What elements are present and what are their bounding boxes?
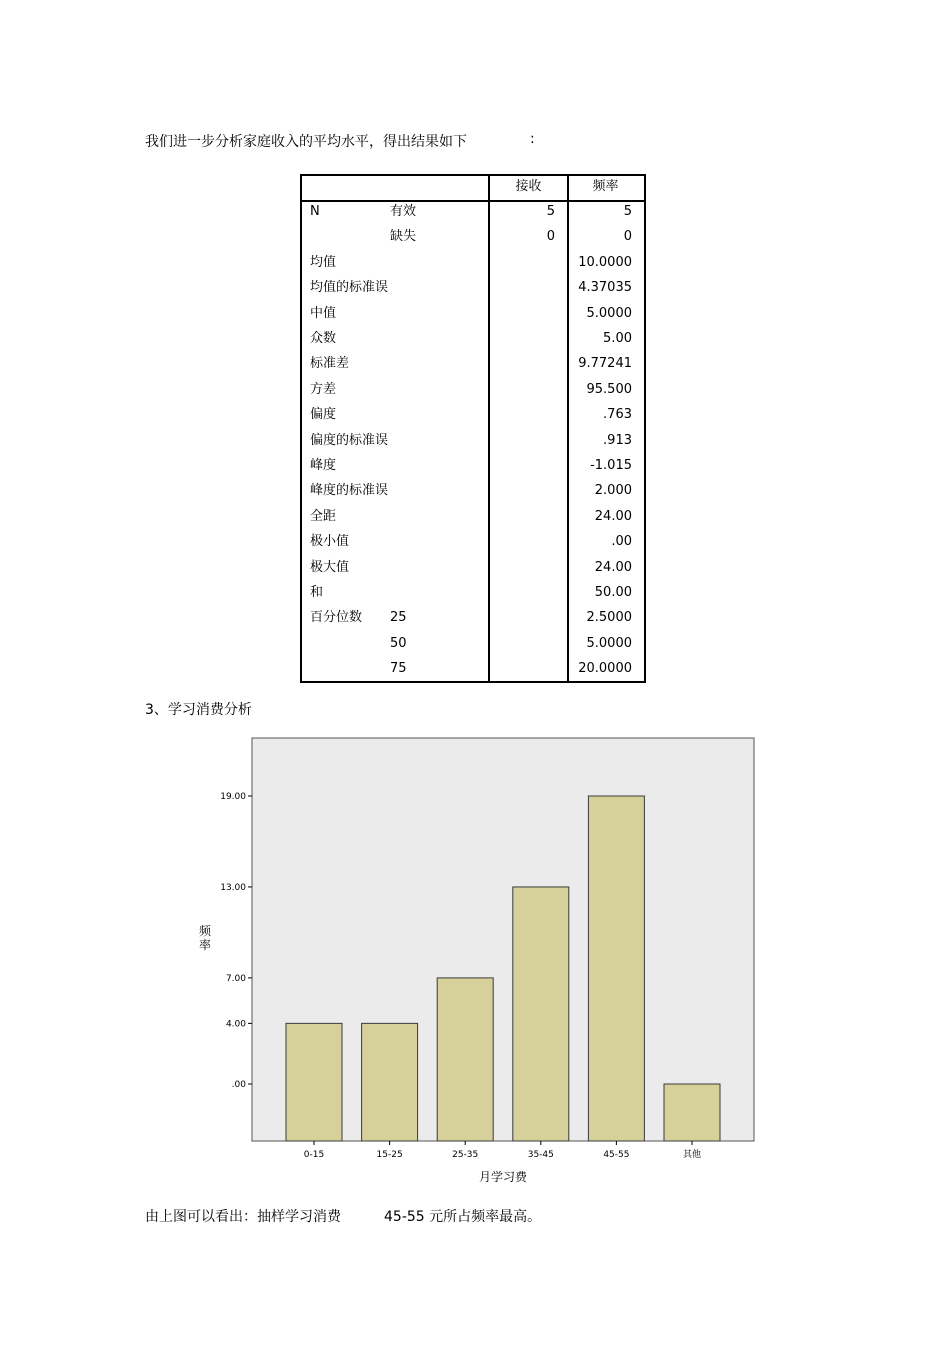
y-axis-title: 率 — [198, 938, 212, 952]
table-cell-freq: 5 — [623, 204, 632, 219]
table-cell-freq: .913 — [603, 432, 632, 448]
bar — [664, 1084, 720, 1141]
conclusion-highlight: 45-55 元所占频率最高。 — [384, 1209, 542, 1225]
table-cell-freq: 5.0000 — [586, 305, 632, 321]
table-row-label: 偏度的标准误 — [310, 432, 389, 448]
table-row-label: 峰度 — [310, 458, 337, 473]
x-tick-label: 15-25 — [376, 1150, 403, 1160]
table-cell-freq: 50.00 — [594, 585, 632, 600]
y-tick-label: 19.00 — [220, 792, 246, 802]
table-row-label: 和 — [310, 585, 324, 600]
y-axis-title: 频 — [198, 924, 212, 938]
table-cell-freq: 9.77241 — [578, 356, 632, 372]
table-row-label: 全距 — [310, 508, 337, 524]
table-row-label: 众数 — [310, 331, 337, 346]
table-row-label: 极小值 — [310, 534, 350, 550]
table-row-label: 峰度的标准误 — [310, 483, 389, 499]
table-cell-freq: 5.00 — [603, 331, 632, 346]
table-cell-freq: 2.5000 — [586, 610, 632, 626]
table-row-sublabel: 缺失 — [390, 229, 417, 245]
x-tick-label: 0-15 — [303, 1150, 325, 1160]
table-row-label: 均值 — [310, 254, 337, 270]
x-tick-label: 35-45 — [527, 1150, 554, 1160]
table-cell-freq: 10.0000 — [578, 254, 632, 270]
table-header-freq: 频率 — [592, 179, 619, 194]
bar — [588, 796, 644, 1141]
table-cell-freq: 24.00 — [594, 559, 632, 575]
table-row-sublabel: 75 — [390, 661, 407, 677]
table-row-sublabel: 50 — [390, 635, 407, 651]
table-row-label: 百分位数 — [310, 610, 363, 626]
table-cell-freq: 5.0000 — [586, 635, 632, 651]
table-row-label: 偏度 — [310, 407, 337, 423]
table-cell-freq: -1.015 — [590, 458, 632, 473]
table-row-sublabel: 25 — [390, 610, 407, 626]
table-cell-recv: 0 — [546, 229, 555, 245]
table-row-label: 中值 — [310, 305, 337, 321]
x-tick-label: 25-35 — [452, 1150, 479, 1160]
y-tick-label: 4.00 — [225, 1019, 246, 1030]
table-cell-recv: 5 — [546, 204, 555, 219]
y-tick-label: .00 — [231, 1080, 246, 1090]
intro-colon: : — [530, 131, 535, 147]
table-cell-freq: 20.0000 — [578, 661, 632, 677]
x-tick-label: 其他 — [682, 1150, 702, 1160]
x-tick-label: 45-55 — [603, 1150, 630, 1160]
y-tick-label: 13.00 — [220, 882, 246, 893]
table-row-sublabel: 有效 — [390, 204, 417, 219]
section-heading: 3、学习消费分析 — [145, 702, 252, 718]
table-header-recv: 接收 — [515, 179, 542, 194]
table-row-label: 均值的标准误 — [310, 280, 389, 296]
x-axis-title: 月学习费 — [478, 1170, 528, 1184]
table-cell-freq: .763 — [603, 407, 632, 423]
intro-paragraph: 我们进一步分析家庭收入的平均水平，得出结果如下 — [145, 134, 467, 150]
bar — [286, 1023, 342, 1141]
table-cell-freq: 24.00 — [594, 508, 632, 524]
table-row-label: 方差 — [310, 381, 337, 397]
bar — [362, 1023, 418, 1141]
table-cell-freq: 95.500 — [586, 381, 632, 397]
bar — [437, 978, 493, 1141]
table-cell-freq: .00 — [611, 534, 632, 550]
table-row-label: 标准差 — [310, 356, 350, 372]
y-tick-label: 7.00 — [225, 973, 246, 984]
table-row-label: 极大值 — [310, 559, 350, 575]
conclusion-text: 由上图可以看出：抽样学习消费 — [145, 1209, 341, 1225]
bar — [513, 887, 569, 1141]
table-cell-freq: 2.000 — [594, 483, 632, 499]
table-row-label: N — [310, 204, 320, 219]
table-cell-freq: 4.37035 — [578, 280, 632, 296]
table-cell-freq: 0 — [623, 229, 632, 245]
